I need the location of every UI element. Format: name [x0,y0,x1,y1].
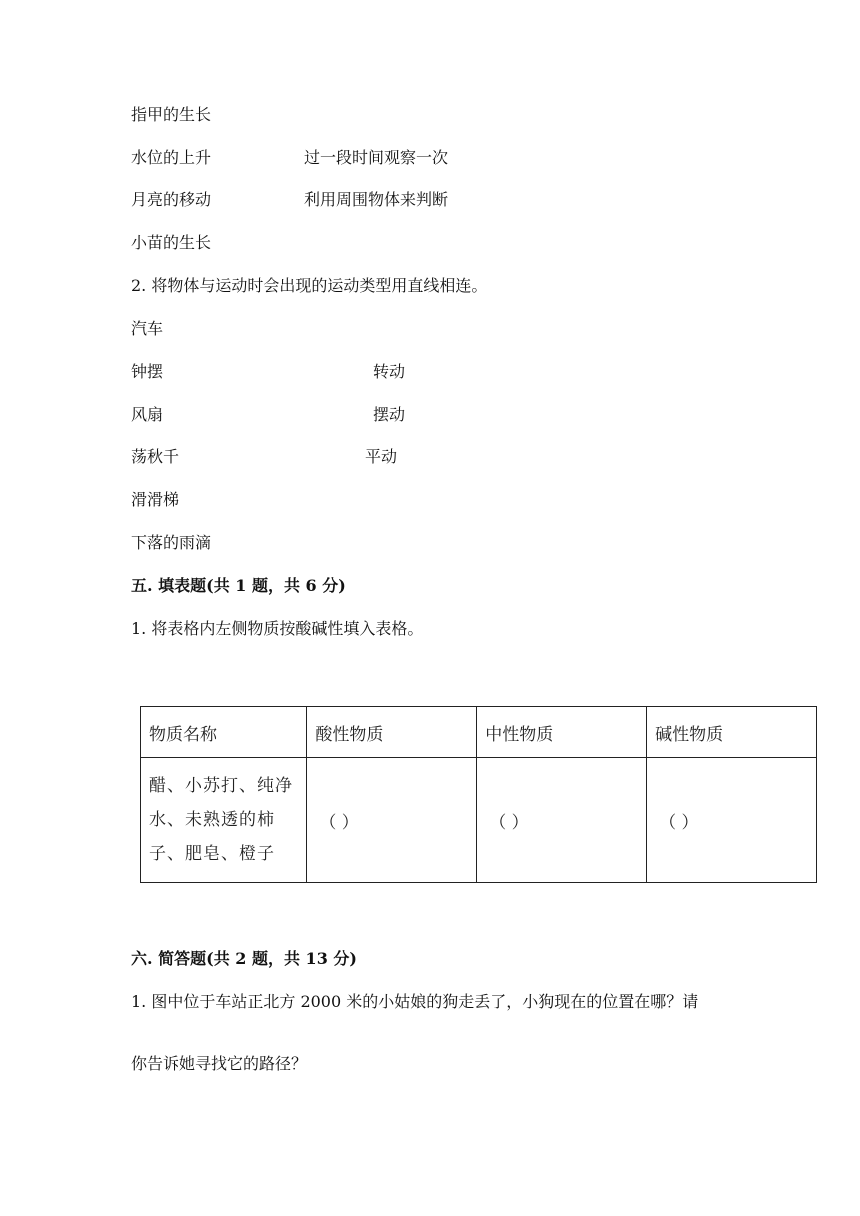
match1-left-item-1: 指甲的生长 [131,105,212,124]
alkaline-blank[interactable]: （ ） [647,758,817,883]
section5-question: 1. 将表格内左侧物质按酸碱性填入表格。 [131,619,424,638]
header-substance-name: 物质名称 [141,707,307,758]
q2-left-item-2: 钟摆 [131,362,164,381]
match1-left-item-4: 小苗的生长 [131,233,212,252]
match1-left-item-3: 月亮的移动 [131,190,212,209]
header-neutral: 中性物质 [477,707,647,758]
header-alkaline: 碱性物质 [647,707,817,758]
question2-prompt: 2. 将物体与运动时会出现的运动类型用直线相连。 [131,276,488,295]
acidity-table [140,706,817,883]
q2-right-item-1: 转动 [373,362,406,381]
substance-list-cell [141,758,307,883]
q2-left-item-6: 下落的雨滴 [131,533,212,552]
q2-right-item-2: 摆动 [373,405,406,424]
table-header-row [141,707,817,758]
match1-right-item-1: 过一段时间观察一次 [304,148,449,167]
table-row [141,758,817,883]
header-acidic: 酸性物质 [307,707,477,758]
q2-right-item-3: 平动 [365,447,398,466]
match1-right-item-2: 利用周围物体来判断 [304,190,449,209]
q2-left-item-4: 荡秋千 [131,447,180,466]
section6-question-line2: 你告诉她寻找它的路径？ [131,1054,308,1073]
match1-left-item-2: 水位的上升 [131,148,212,167]
substance-line-3: 子、肥皂、橙子 [149,844,275,864]
q2-left-item-1: 汽车 [131,319,164,338]
substance-line-2: 水、未熟透的柿 [149,810,275,830]
section5-heading: 五. 填表题(共 1 题，共 6 分) [131,576,346,595]
acidic-blank[interactable]: （ ） [307,758,477,883]
q2-left-item-3: 风扇 [131,405,164,424]
q2-left-item-5: 滑滑梯 [131,490,180,509]
section6-heading: 六. 简答题(共 2 题，共 13 分) [131,949,357,968]
substance-line-1: 醋、小苏打、纯净 [149,776,293,796]
section6-question-line1: 1. 图中位于车站正北方 2000 米的小姑娘的狗走丢了，小狗现在的位置在哪？请 [131,992,699,1011]
neutral-blank[interactable]: （ ） [477,758,647,883]
